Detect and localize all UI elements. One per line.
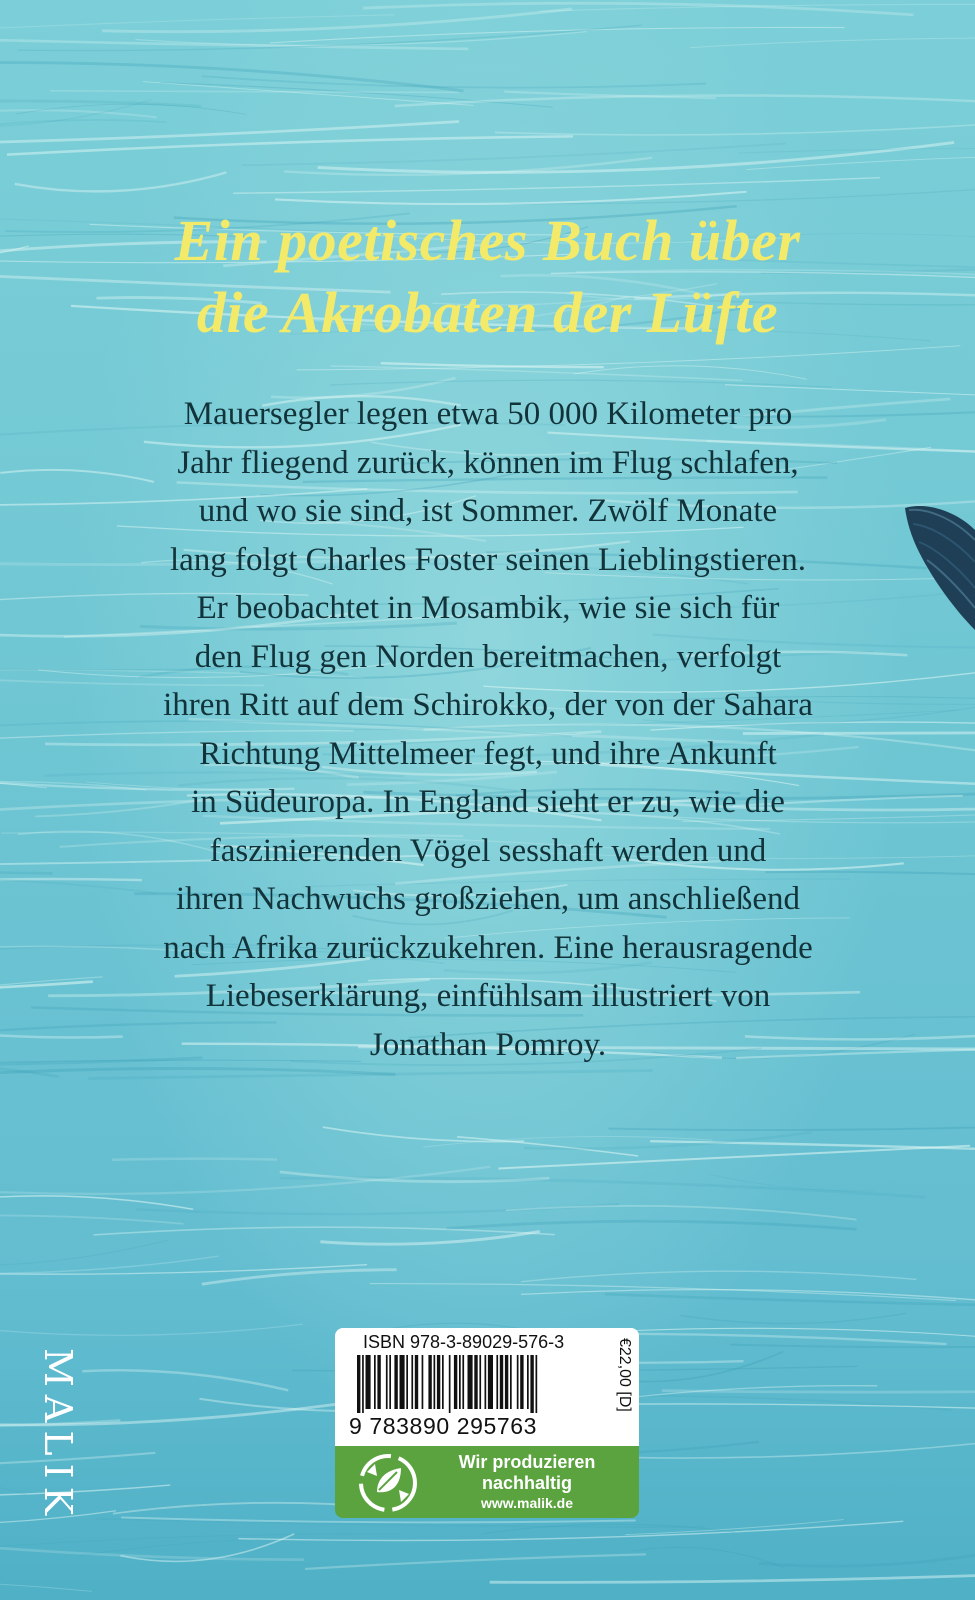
headline-line-2: die Akrobaten der Lüfte [196,280,779,345]
blurb-line: und wo sie sind, ist Sommer. Zwölf Monate [198,493,778,529]
blurb-line: Liebeserklärung, einfühlsam illustriert von [205,978,771,1014]
blurb-line: faszinierenden Vögel sesshaft werden und [209,832,767,869]
brushstroke [242,144,786,166]
sustainability-text [427,1452,627,1513]
barcode-bar [434,1355,436,1409]
barcode-digits: 9 783890 295763 [349,1413,538,1439]
publisher-url: www.malik.de [480,1495,574,1511]
barcode-bar [485,1355,487,1409]
barcode-bar [479,1355,481,1409]
brushstroke [78,1539,284,1556]
brushstroke [609,1116,975,1130]
brushstroke [102,9,572,32]
barcode-bar [386,1355,388,1409]
brushstroke [490,1575,975,1583]
barcode-bar [411,1355,413,1409]
blurb-line: Mauersegler legen etwa 50 000 Kilometer pro [183,396,793,432]
blurb-line: Jonathan Pomroy. [369,1026,607,1063]
headline-line-1: Ein poetisches Buch über [174,208,801,273]
sustainability-line-2: nachhaltig [481,1473,572,1493]
barcode-bar [468,1355,473,1409]
brushstroke [202,76,706,87]
sustainability-badge [335,1446,639,1518]
brushstroke [759,1541,975,1566]
barcode-bar [415,1355,418,1409]
blurb-line: Richtung Mittelmeer fegt, und ihre Ankunft [199,735,777,772]
brushstroke [0,1215,183,1223]
brushstroke [0,1240,169,1266]
brushstroke [202,1270,397,1284]
barcode-bar [428,1355,431,1409]
brushstroke [270,27,845,42]
brushstroke [680,1313,906,1323]
brushstroke [457,1137,638,1156]
barcode-bar [400,1355,405,1409]
brushstroke [88,1070,652,1078]
barcode-bar [496,1355,498,1409]
brushstroke [0,110,157,117]
barcode-bar [422,1355,424,1409]
barcode-bar [527,1355,529,1409]
barcode-bar [394,1355,397,1409]
barcode-bar [357,1355,360,1413]
barcode-bar [449,1355,451,1413]
headline [60,205,915,349]
price-label: €22,00 [D] [616,1338,633,1412]
recycle-leaf-icon [357,1452,419,1514]
brushstroke [447,1221,857,1229]
brushstroke [112,1159,277,1160]
brushstroke [136,1204,619,1214]
barcode-bar [374,1355,376,1409]
blurb-line: Jahr fliegend zurück, können im Flug schlafen, [177,444,799,481]
barcode-bar [462,1355,464,1409]
brushstroke [0,120,167,131]
barcode-bar [530,1355,533,1413]
barcode-bar [500,1355,503,1409]
brushstroke [0,1256,218,1273]
brushstroke [506,1206,857,1220]
barcode [357,1355,591,1413]
swift-wing-illustration [905,500,975,630]
barcode-bar [520,1355,523,1409]
brushstroke [603,1396,952,1410]
blurb-line: lang folgt Charles Foster seinen Lieblingstieren. [169,541,807,578]
brushstroke [318,142,954,172]
brushstroke [94,1227,555,1235]
blurb-line: den Flug gen Norden bereitmachen, verfolgt [194,638,782,675]
barcode-bar [389,1355,391,1409]
brushstroke [50,91,458,93]
barcode-bar [437,1355,440,1409]
barcode-bar [366,1355,371,1409]
brushstroke [305,1554,646,1569]
brushstroke [0,868,53,873]
barcode-bar [459,1355,461,1409]
brushstroke [82,1370,288,1390]
brushstroke [0,121,459,145]
blurb-text [88,390,888,1069]
brushstroke [521,1271,916,1281]
brushstroke [297,346,961,370]
brushstroke [15,172,227,191]
barcode-bar [362,1355,364,1413]
blurb-line: nach Afrika zurückzukehren. Eine herausragende [163,929,813,966]
barcode-bar [488,1355,493,1409]
barcode-bar [474,1355,477,1409]
brushstroke [495,120,975,135]
brushstroke [330,366,742,381]
brushstroke [690,38,975,48]
barcode-bar [505,1355,508,1409]
sustainability-line-1: Wir produzieren [458,1452,596,1472]
barcode-bar [454,1355,457,1409]
brushstroke [0,101,201,106]
brushstroke [0,1324,303,1335]
brushstroke [160,83,553,108]
brushstroke [730,1344,975,1347]
blurb-line: in Südeuropa. In England sieht er zu, wie die [191,784,785,820]
barcode-bar [442,1355,444,1409]
barcode-panel [335,1328,639,1446]
brushstroke [320,1231,539,1244]
brushstroke [370,1284,956,1301]
brushstroke [574,366,807,379]
barcode-bar [536,1355,538,1413]
blurb-line: ihren Nachwuchs großziehen, um anschließend [175,881,801,917]
barcode-bar [406,1355,408,1409]
blurb-line: Er beobachtet in Mosambik, wie sie sich für [196,590,780,626]
brushstroke [0,1196,193,1209]
isbn-label: ISBN 978-3-89029-576-3 [363,1332,565,1352]
blurb-line: ihren Ritt auf dem Schirokko, der von der Sahara [163,687,813,723]
barcode-bar [510,1355,512,1409]
brushstroke [233,178,880,194]
barcode-bar [517,1355,519,1409]
brushstroke [0,1534,398,1550]
brushstroke [0,1580,92,1591]
barcode-bar [377,1355,380,1409]
publisher-logo: MALIK [36,1347,80,1523]
